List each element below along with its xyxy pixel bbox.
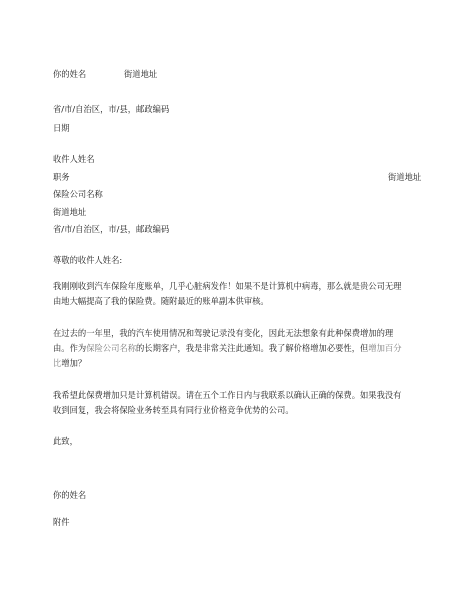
signature-name: 你的姓名 xyxy=(53,490,87,500)
recipient-street-right: 街道地址 xyxy=(388,172,422,182)
body-paragraph-3: 我希望此保费增加只是计算机错误。请在五个工作日内与我联系以确认正确的保费。如果我没有收到回复，我会将保险业务转至具有同行业价格竞争优势的公司。 xyxy=(53,390,402,415)
body-paragraph-2-part-b: 的长期客户，我是非常关注此通知。我了解价格增加必要性，但 xyxy=(136,343,369,353)
sender-street: 街道地址 xyxy=(124,69,158,79)
closing: 此致， xyxy=(53,436,78,446)
recipient-title: 职务 xyxy=(53,172,70,182)
recipient-street: 街道地址 xyxy=(53,207,87,217)
insurance-company-placeholder: 保险公司名称 xyxy=(86,343,136,353)
recipient-name: 收件人姓名 xyxy=(53,154,95,164)
increase-percent-placeholder: 增加百分比 xyxy=(53,343,402,368)
body-paragraph-2 xyxy=(53,326,405,371)
body-paragraph-2-part-c: 增加？ xyxy=(61,358,87,368)
recipient-company: 保险公司名称 xyxy=(53,189,103,199)
salutation: 尊敬的收件人姓名: xyxy=(53,255,123,265)
enclosure: 附件 xyxy=(53,517,70,527)
sender-location: 省/市/自治区，市/县，邮政编码 xyxy=(53,104,170,114)
sender-name: 你的姓名 xyxy=(53,69,87,79)
body-paragraph-1: 我刚刚收到汽车保险年度账单，几乎心脏病发作！如果不是计算机中病毒，那么就是贵公司无理由地大幅提高了我的保险费。随附最近的账单副本供审核。 xyxy=(53,281,402,306)
body-paragraph-2-part-a: 在过去的一年里，我的汽车使用情况和驾驶记录没有变化，因此无法想象有此种保费增加的理由。作为 xyxy=(53,328,394,353)
recipient-location: 省/市/自治区，市/县，邮政编码 xyxy=(53,224,170,234)
letter-date: 日期 xyxy=(53,123,70,133)
